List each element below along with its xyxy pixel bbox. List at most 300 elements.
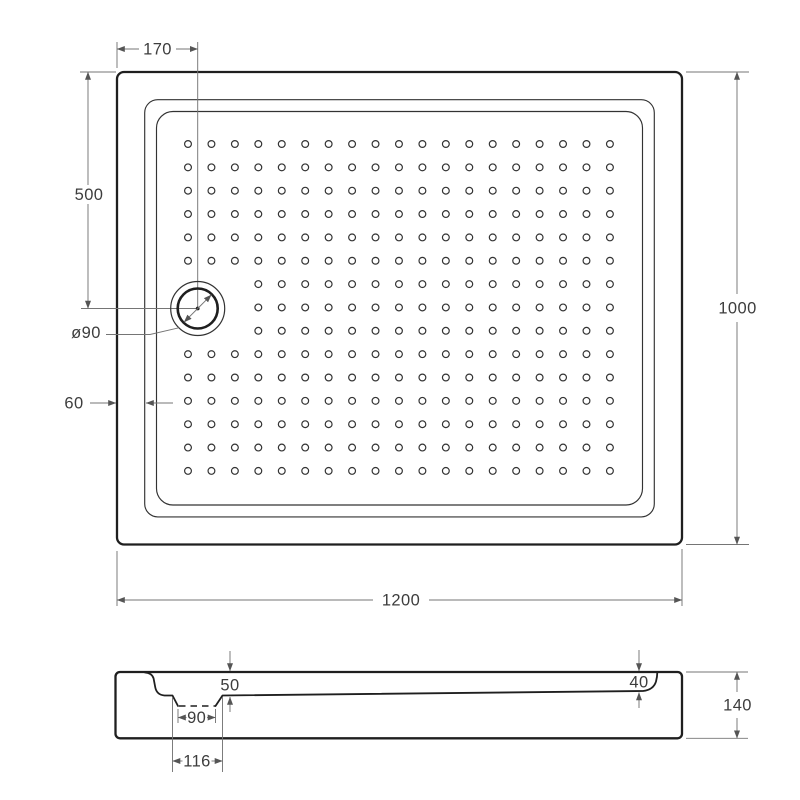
- anti-slip-dot: [255, 444, 262, 451]
- section-outer-profile: [116, 672, 683, 738]
- drain-diameter-arrow-sw: [184, 309, 198, 323]
- anti-slip-dot: [466, 421, 473, 428]
- top-view: [64, 41, 756, 610]
- dimension-basin-depth-right: [629, 650, 648, 708]
- tray-outer-edge: [117, 72, 682, 545]
- anti-slip-dot: [419, 421, 426, 428]
- anti-slip-dot: [208, 234, 215, 241]
- anti-slip-dot: [208, 421, 215, 428]
- dimension-label-tray-width: 1200: [381, 591, 421, 610]
- anti-slip-dot: [231, 234, 238, 241]
- anti-slip-dot: [349, 164, 356, 171]
- dimension-label-basin-depth-right: 40: [629, 673, 649, 692]
- anti-slip-dot: [513, 421, 520, 428]
- anti-slip-dot: [231, 257, 238, 264]
- anti-slip-dot: [536, 281, 543, 288]
- dimension-label-recess-width-top: 116: [183, 752, 211, 771]
- anti-slip-dot: [231, 444, 238, 451]
- anti-slip-dot: [396, 187, 403, 194]
- anti-slip-dot: [489, 187, 496, 194]
- anti-slip-dot: [349, 421, 356, 428]
- anti-slip-dot: [208, 468, 215, 475]
- anti-slip-dot: [536, 304, 543, 311]
- dimension-drain-diameter: [71, 324, 179, 342]
- anti-slip-dot: [560, 374, 567, 381]
- dimension-recess-width-bottom: [178, 709, 216, 727]
- dimension-label-tray-height: 140: [723, 696, 752, 715]
- anti-slip-dot: [185, 468, 192, 475]
- anti-slip-dot: [442, 397, 449, 404]
- anti-slip-dot: [302, 281, 309, 288]
- anti-slip-dot: [208, 211, 215, 218]
- anti-slip-dot: [466, 397, 473, 404]
- anti-slip-dot: [583, 141, 590, 148]
- anti-slip-dot: [325, 211, 332, 218]
- anti-slip-dot: [396, 468, 403, 475]
- anti-slip-dot: [302, 351, 309, 358]
- anti-slip-dot: [231, 468, 238, 475]
- anti-slip-dot: [419, 374, 426, 381]
- anti-slip-dot: [560, 234, 567, 241]
- anti-slip-dot: [185, 444, 192, 451]
- anti-slip-dot: [208, 187, 215, 194]
- anti-slip-dot: [536, 351, 543, 358]
- anti-slip-dot: [349, 141, 356, 148]
- anti-slip-dot: [325, 421, 332, 428]
- anti-slip-dot: [489, 374, 496, 381]
- anti-slip-dot: [536, 164, 543, 171]
- anti-slip-dot: [302, 257, 309, 264]
- anti-slip-dot: [583, 164, 590, 171]
- anti-slip-dot: [560, 141, 567, 148]
- anti-slip-dot: [255, 234, 262, 241]
- anti-slip-dot: [325, 374, 332, 381]
- anti-slip-dot: [560, 327, 567, 334]
- anti-slip-dot: [325, 304, 332, 311]
- anti-slip-dot: [278, 211, 285, 218]
- dimension-drain-offset-y: [75, 72, 116, 309]
- anti-slip-dot: [513, 164, 520, 171]
- anti-slip-dot: [255, 304, 262, 311]
- anti-slip-dot: [513, 351, 520, 358]
- anti-slip-dot: [185, 141, 192, 148]
- anti-slip-dot: [302, 421, 309, 428]
- anti-slip-dot: [536, 468, 543, 475]
- anti-slip-dot: [536, 327, 543, 334]
- anti-slip-dot: [325, 187, 332, 194]
- anti-slip-dot: [419, 397, 426, 404]
- anti-slip-dot: [396, 141, 403, 148]
- anti-slip-dot: [278, 164, 285, 171]
- anti-slip-dot: [325, 141, 332, 148]
- anti-slip-dot: [396, 327, 403, 334]
- anti-slip-dot: [583, 374, 590, 381]
- anti-slip-dot: [372, 281, 379, 288]
- anti-slip-dot: [466, 468, 473, 475]
- anti-slip-dot: [442, 164, 449, 171]
- anti-slip-dot: [536, 374, 543, 381]
- anti-slip-dot: [255, 281, 262, 288]
- anti-slip-dot: [302, 304, 309, 311]
- anti-slip-dot: [185, 187, 192, 194]
- anti-slip-dot: [583, 281, 590, 288]
- anti-slip-dot: [278, 351, 285, 358]
- anti-slip-dot: [325, 164, 332, 171]
- anti-slip-dot: [208, 444, 215, 451]
- anti-slip-dot: [419, 234, 426, 241]
- drain: [171, 282, 225, 336]
- anti-slip-dot: [442, 374, 449, 381]
- anti-slip-dot: [513, 397, 520, 404]
- anti-slip-dot: [419, 164, 426, 171]
- anti-slip-dot: [302, 374, 309, 381]
- anti-slip-dot: [325, 281, 332, 288]
- anti-slip-dot: [513, 281, 520, 288]
- anti-slip-dot: [489, 397, 496, 404]
- anti-slip-dot: [419, 351, 426, 358]
- dimension-drain-offset-x: [117, 41, 198, 69]
- dimension-label-basin-depth-left: 50: [220, 676, 240, 695]
- anti-slip-dot: [607, 397, 614, 404]
- anti-slip-dot: [396, 281, 403, 288]
- anti-slip-dot: [302, 234, 309, 241]
- anti-slip-dot: [231, 141, 238, 148]
- anti-slip-dot: [466, 141, 473, 148]
- anti-slip-dot: [466, 234, 473, 241]
- anti-slip-dot: [325, 397, 332, 404]
- anti-slip-dot: [278, 327, 285, 334]
- anti-slip-dot: [419, 187, 426, 194]
- anti-slip-dot: [536, 397, 543, 404]
- anti-slip-dot: [560, 304, 567, 311]
- anti-slip-dot: [278, 257, 285, 264]
- anti-slip-dot: [513, 257, 520, 264]
- anti-slip-dot: [372, 351, 379, 358]
- anti-slip-dot: [325, 327, 332, 334]
- anti-slip-dot: [255, 141, 262, 148]
- anti-slip-dot: [231, 351, 238, 358]
- anti-slip-dot: [442, 257, 449, 264]
- anti-slip-dot: [372, 304, 379, 311]
- anti-slip-dot: [489, 421, 496, 428]
- dimension-tray-height: [686, 672, 752, 738]
- anti-slip-dot: [349, 397, 356, 404]
- anti-slip-dot: [396, 374, 403, 381]
- anti-slip-dot: [513, 211, 520, 218]
- anti-slip-dot: [583, 187, 590, 194]
- anti-slip-dot: [607, 187, 614, 194]
- anti-slip-dot: [607, 374, 614, 381]
- anti-slip-dot: [513, 444, 520, 451]
- anti-slip-dot: [489, 281, 496, 288]
- anti-slip-dot: [255, 257, 262, 264]
- anti-slip-dot: [185, 257, 192, 264]
- drain-diameter-arrow-ne: [198, 295, 212, 309]
- anti-slip-dot: [583, 327, 590, 334]
- anti-slip-dot: [255, 211, 262, 218]
- anti-slip-dot: [396, 421, 403, 428]
- anti-slip-dot: [372, 187, 379, 194]
- anti-slip-dot: [325, 351, 332, 358]
- anti-slip-dot: [255, 397, 262, 404]
- anti-slip-dot: [278, 421, 285, 428]
- anti-slip-dot: [513, 468, 520, 475]
- anti-slip-dot: [325, 444, 332, 451]
- anti-slip-dot: [396, 234, 403, 241]
- anti-slip-dot: [489, 304, 496, 311]
- anti-slip-dot: [607, 444, 614, 451]
- anti-slip-dot: [325, 468, 332, 475]
- anti-slip-dot: [372, 327, 379, 334]
- anti-slip-dot: [466, 304, 473, 311]
- anti-slip-dot: [607, 281, 614, 288]
- anti-slip-dot: [419, 211, 426, 218]
- anti-slip-dot: [208, 374, 215, 381]
- anti-slip-dot: [325, 234, 332, 241]
- anti-slip-dot: [419, 141, 426, 148]
- anti-slip-dot: [583, 351, 590, 358]
- anti-slip-dot: [278, 304, 285, 311]
- dimension-label-rim-width: 60: [64, 394, 84, 413]
- anti-slip-dot: [419, 444, 426, 451]
- anti-slip-dot: [185, 234, 192, 241]
- anti-slip-dot: [302, 187, 309, 194]
- anti-slip-dot: [466, 257, 473, 264]
- anti-slip-dot: [396, 304, 403, 311]
- dimension-label-drain-diameter: ø90: [71, 324, 101, 342]
- anti-slip-dot: [536, 187, 543, 194]
- anti-slip-dot: [607, 421, 614, 428]
- anti-slip-dot: [396, 164, 403, 171]
- anti-slip-dot: [466, 351, 473, 358]
- anti-slip-dot: [278, 374, 285, 381]
- anti-slip-dot: [396, 211, 403, 218]
- anti-slip-dot: [442, 187, 449, 194]
- anti-slip-dot: [536, 257, 543, 264]
- anti-slip-dot: [255, 374, 262, 381]
- anti-slip-dot: [278, 141, 285, 148]
- anti-slip-dot: [442, 211, 449, 218]
- anti-slip-dot: [278, 444, 285, 451]
- anti-slip-dot: [396, 257, 403, 264]
- anti-slip-dot: [442, 327, 449, 334]
- anti-slip-dot: [466, 211, 473, 218]
- anti-slip-dot: [396, 444, 403, 451]
- anti-slip-dot: [489, 211, 496, 218]
- anti-slip-dot: [372, 211, 379, 218]
- anti-slip-dot: [607, 327, 614, 334]
- anti-slip-dot: [396, 397, 403, 404]
- anti-slip-dot: [536, 234, 543, 241]
- anti-slip-dot: [231, 397, 238, 404]
- anti-slip-dot: [560, 211, 567, 218]
- anti-slip-dot: [372, 397, 379, 404]
- anti-slip-dot: [489, 351, 496, 358]
- anti-slip-dot: [489, 444, 496, 451]
- dimension-label-drain-offset-x: 170: [143, 40, 172, 59]
- anti-slip-dot: [208, 351, 215, 358]
- anti-slip-dot: [442, 421, 449, 428]
- anti-slip-dot: [302, 164, 309, 171]
- anti-slip-dot: [583, 257, 590, 264]
- dimension-label-recess-width-bottom: 90: [187, 709, 207, 727]
- anti-slip-dot: [466, 374, 473, 381]
- anti-slip-dot: [560, 164, 567, 171]
- anti-slip-dot: [255, 421, 262, 428]
- anti-slip-dot: [513, 304, 520, 311]
- anti-slip-dot: [419, 304, 426, 311]
- anti-slip-dot: [583, 304, 590, 311]
- anti-slip-dot: [607, 351, 614, 358]
- anti-slip-dot: [560, 351, 567, 358]
- anti-slip-dot: [442, 141, 449, 148]
- anti-slip-dot: [372, 421, 379, 428]
- anti-slip-dot: [583, 234, 590, 241]
- anti-slip-dot: [372, 374, 379, 381]
- anti-slip-dot: [208, 164, 215, 171]
- anti-slip-dot-grid: [185, 141, 614, 475]
- anti-slip-dot: [607, 257, 614, 264]
- anti-slip-dot: [419, 257, 426, 264]
- section-view: [116, 650, 752, 772]
- anti-slip-dot: [185, 397, 192, 404]
- anti-slip-dot: [302, 327, 309, 334]
- anti-slip-dot: [560, 468, 567, 475]
- section-inner-wall-left: [145, 673, 178, 707]
- anti-slip-dot: [278, 187, 285, 194]
- anti-slip-dot: [513, 327, 520, 334]
- anti-slip-dot: [255, 468, 262, 475]
- anti-slip-dot: [466, 327, 473, 334]
- anti-slip-dot: [349, 187, 356, 194]
- dimension-basin-depth-left: [220, 651, 239, 712]
- anti-slip-dot: [583, 211, 590, 218]
- anti-slip-dot: [349, 327, 356, 334]
- anti-slip-dot: [442, 281, 449, 288]
- anti-slip-dot: [442, 468, 449, 475]
- anti-slip-dot: [208, 141, 215, 148]
- anti-slip-dot: [349, 257, 356, 264]
- anti-slip-dot: [560, 444, 567, 451]
- anti-slip-dot: [396, 351, 403, 358]
- dimension-tray-depth: [686, 72, 757, 545]
- anti-slip-dot: [536, 211, 543, 218]
- dimension-label-tray-depth: 1000: [718, 299, 757, 318]
- anti-slip-dot: [607, 164, 614, 171]
- anti-slip-dot: [278, 234, 285, 241]
- anti-slip-dot: [489, 234, 496, 241]
- anti-slip-dot: [349, 374, 356, 381]
- anti-slip-dot: [208, 397, 215, 404]
- anti-slip-dot: [325, 257, 332, 264]
- anti-slip-dot: [372, 164, 379, 171]
- anti-slip-dot: [185, 351, 192, 358]
- anti-slip-dot: [513, 141, 520, 148]
- anti-slip-dot: [536, 421, 543, 428]
- anti-slip-dot: [231, 211, 238, 218]
- anti-slip-dot: [185, 211, 192, 218]
- anti-slip-dot: [231, 187, 238, 194]
- anti-slip-dot: [349, 444, 356, 451]
- anti-slip-dot: [489, 327, 496, 334]
- anti-slip-dot: [302, 211, 309, 218]
- anti-slip-dot: [513, 187, 520, 194]
- anti-slip-dot: [513, 374, 520, 381]
- dimension-tray-width: [117, 549, 682, 610]
- anti-slip-dot: [372, 468, 379, 475]
- anti-slip-dot: [560, 187, 567, 194]
- section-floor-line: [216, 672, 658, 706]
- anti-slip-dot: [278, 468, 285, 475]
- anti-slip-dot: [583, 444, 590, 451]
- anti-slip-dot: [208, 257, 215, 264]
- anti-slip-dot: [185, 164, 192, 171]
- anti-slip-dot: [442, 444, 449, 451]
- anti-slip-dot: [185, 421, 192, 428]
- anti-slip-dot: [489, 141, 496, 148]
- anti-slip-dot: [560, 281, 567, 288]
- anti-slip-dot: [231, 374, 238, 381]
- anti-slip-dot: [302, 444, 309, 451]
- dimension-label-drain-offset-y: 500: [74, 186, 104, 204]
- anti-slip-dot: [231, 164, 238, 171]
- anti-slip-dot: [536, 444, 543, 451]
- anti-slip-dot: [560, 257, 567, 264]
- anti-slip-dot: [607, 304, 614, 311]
- anti-slip-dot: [607, 141, 614, 148]
- tray-rim-inner-line: [145, 100, 655, 517]
- anti-slip-dot: [419, 281, 426, 288]
- anti-slip-dot: [489, 468, 496, 475]
- anti-slip-dot: [372, 234, 379, 241]
- anti-slip-dot: [419, 468, 426, 475]
- anti-slip-dot: [607, 211, 614, 218]
- anti-slip-dot: [466, 444, 473, 451]
- anti-slip-dot: [560, 397, 567, 404]
- anti-slip-dot: [349, 304, 356, 311]
- anti-slip-dot: [278, 397, 285, 404]
- anti-slip-dot: [466, 164, 473, 171]
- anti-slip-dot: [349, 234, 356, 241]
- anti-slip-dot: [255, 327, 262, 334]
- anti-slip-dot: [349, 211, 356, 218]
- anti-slip-dot: [489, 164, 496, 171]
- anti-slip-dot: [466, 281, 473, 288]
- anti-slip-dot: [302, 468, 309, 475]
- anti-slip-dot: [302, 141, 309, 148]
- anti-slip-dot: [278, 281, 285, 288]
- anti-slip-dot: [466, 187, 473, 194]
- anti-slip-dot: [349, 351, 356, 358]
- anti-slip-dot: [513, 234, 520, 241]
- anti-slip-dot: [583, 397, 590, 404]
- anti-slip-dot: [349, 468, 356, 475]
- anti-slip-dot: [442, 234, 449, 241]
- anti-slip-dot: [442, 351, 449, 358]
- anti-slip-dot: [583, 421, 590, 428]
- anti-slip-dot: [536, 141, 543, 148]
- anti-slip-dot: [231, 421, 238, 428]
- anti-slip-dot: [607, 468, 614, 475]
- anti-slip-dot: [489, 257, 496, 264]
- anti-slip-dot: [255, 164, 262, 171]
- anti-slip-dot: [185, 374, 192, 381]
- anti-slip-dot: [349, 281, 356, 288]
- anti-slip-dot: [607, 234, 614, 241]
- anti-slip-dot: [442, 304, 449, 311]
- anti-slip-dot: [372, 257, 379, 264]
- anti-slip-dot: [302, 397, 309, 404]
